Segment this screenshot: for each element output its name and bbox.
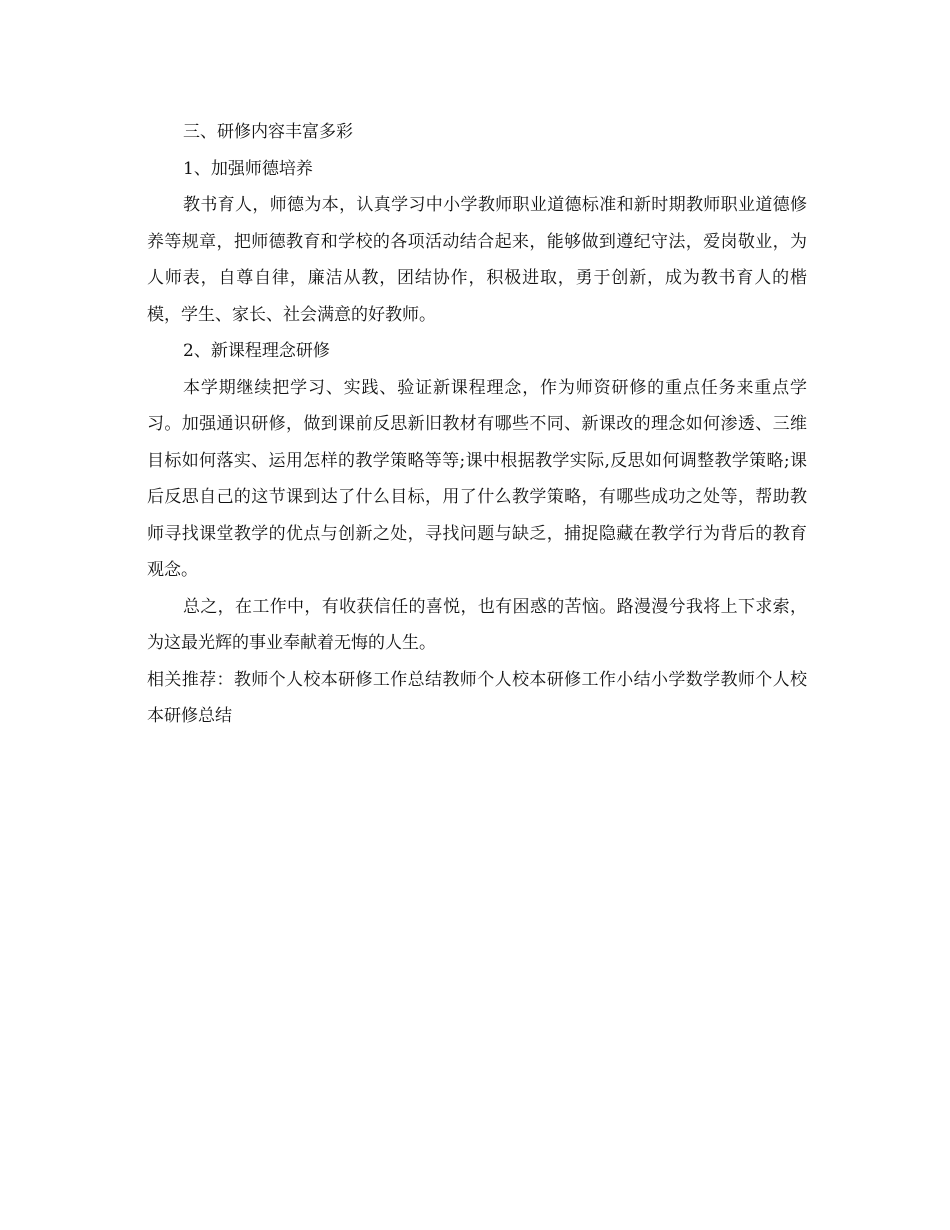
- paragraph-curriculum: 本学期继续把学习、实践、验证新课程理念，作为师资研修的重点任务来重点学习。加强通识研修，做到课前反思新旧教材有哪些不同、新课改的理念如何渗透、三维目标如何落实、运用怎样的教学策略等等;课中根据教学实际,反思如何调整教学策略;课后反思自己的这节课到达了什么目标，用了什么教学策略，有哪些成功之处等，帮助教师寻找课堂教学的优点与创新之处，寻找问题与缺乏，捕捉隐藏在教学行为背后的教育观念。: [147, 377, 807, 580]
- paragraph-conclusion: 总之，在工作中，有收获信任的喜悦，也有困惑的苦恼。路漫漫兮我将上下求索，为这最光辉的事业奉献着无悔的人生。: [147, 596, 807, 653]
- subsection-heading-curriculum: 2、新课程理念研修: [183, 341, 330, 361]
- paragraph-ethics: 教书育人，师德为本，认真学习中小学教师职业道德标准和新时期教师职业道德修养等规章，把师德教育和学校的各项活动结合起来，能够做到遵纪守法，爱岗敬业，为人师表，自尊自律，廉洁从教，团结协作，积极进取，勇于创新，成为教书育人的楷模，学生、家长、社会满意的好教师。: [147, 195, 807, 325]
- related-recommendations: 相关推荐：教师个人校本研修工作总结教师个人校本研修工作小结小学数学教师个人校本研修总结: [147, 669, 807, 726]
- subsection-heading-ethics: 1、加强师德培养: [183, 158, 313, 179]
- section-heading: 三、研修内容丰富多彩: [183, 122, 353, 142]
- document-body: [147, 114, 807, 735]
